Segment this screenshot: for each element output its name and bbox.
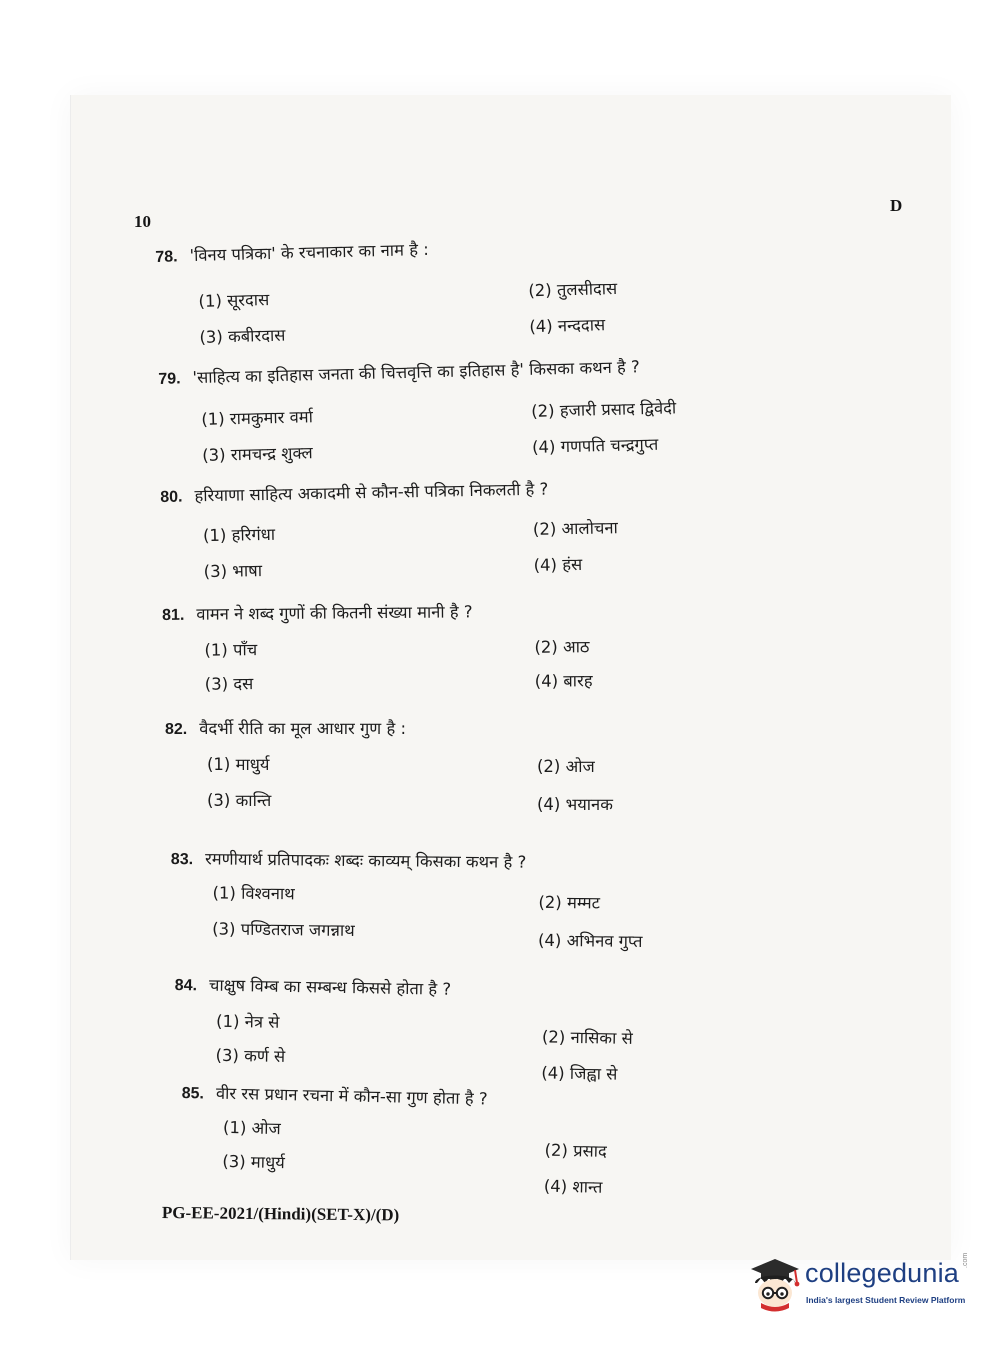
- question-number: 83.: [170, 850, 194, 869]
- question-text: वीर रस प्रधान रचना में कौन-सा गुण होता है ?: [215, 1083, 488, 1109]
- option-3: (3) कबीरदास: [199, 325, 286, 347]
- option-2: (2) आठ: [534, 637, 590, 657]
- option-1: (1) रामकुमार वर्मा: [201, 407, 314, 429]
- option-1: (1) ओज: [222, 1117, 281, 1139]
- question-text: रमणीयार्थ प्रतिपादकः शब्दः काव्यम् किसका कथन है ?: [205, 849, 527, 872]
- option-2: (2) आलोचना: [532, 518, 618, 539]
- option-4: (4) अभिनव गुप्त: [537, 930, 643, 951]
- question-text: 'साहित्य का इतिहास जनता की चित्तवृत्ति का इतिहास है' किसका कथन है ?: [192, 357, 641, 388]
- question-83: [170, 846, 811, 965]
- question-79: [158, 350, 801, 478]
- question-81: [162, 596, 803, 714]
- graduate-mascot-icon: [745, 1253, 805, 1313]
- option-4: (4) बारह: [534, 671, 593, 691]
- option-1: (1) विश्वनाथ: [212, 883, 295, 904]
- option-4: (4) हंस: [533, 554, 583, 575]
- exam-code: PG-EE-2021/(Hindi)(SET-X)/(D): [161, 1203, 400, 1225]
- option-4: (4) नन्ददास: [529, 315, 606, 337]
- question-text: 'विनय पत्रिका' के रचनाकार का नाम है :: [189, 239, 429, 266]
- option-3: (3) माधुर्य: [222, 1151, 285, 1173]
- brand-name: collegedunia: [805, 1258, 960, 1288]
- question-number: 80.: [160, 488, 183, 506]
- question-78: [155, 227, 798, 356]
- option-2: (2) हजारी प्रसाद द्विवेदी: [530, 398, 677, 421]
- question-stem: [175, 972, 452, 1000]
- option-4: (4) जिह्वा से: [541, 1063, 618, 1084]
- option-1: (1) हरिगंधा: [202, 524, 276, 546]
- question-82: [165, 716, 805, 828]
- collegedunia-logo: [745, 1253, 975, 1315]
- option-2: (2) ओज: [537, 757, 595, 776]
- question-number: 78.: [155, 248, 178, 266]
- question-number: 79.: [158, 370, 181, 388]
- option-2: (2) तुलसीदास: [528, 278, 618, 301]
- option-4: (4) भयानक: [537, 795, 613, 814]
- option-1: (1) नेत्र से: [215, 1011, 280, 1032]
- question-number: 84.: [174, 976, 198, 995]
- brand-tagline: India's largest Student Review Platform: [806, 1295, 966, 1305]
- option-3: (3) रामचन्द्र शुक्ल: [201, 443, 313, 465]
- option-3: (3) कान्ति: [207, 791, 272, 810]
- option-1: (1) माधुर्य: [207, 755, 270, 774]
- option-2: (2) प्रसाद: [544, 1140, 607, 1161]
- option-3: (3) भाषा: [203, 561, 263, 582]
- question-84: [173, 972, 815, 1095]
- option-3: (3) दस: [204, 674, 254, 694]
- option-1: (1) सूरदास: [198, 290, 270, 311]
- option-2: (2) मम्मट: [538, 892, 601, 913]
- option-4: (4) शान्त: [543, 1176, 603, 1197]
- set-letter: D: [890, 196, 903, 215]
- question-80: [160, 472, 802, 596]
- question-number: 85.: [181, 1084, 205, 1103]
- question-text: हरियाणा साहित्य अकादमी से कौन-सी पत्रिका निकलती है ?: [194, 479, 549, 506]
- question-stem: [165, 716, 406, 739]
- question-stem: [171, 846, 527, 873]
- question-text: चाक्षुष विम्ब का सम्बन्ध किससे होता है ?: [208, 975, 452, 999]
- option-2: (2) नासिका से: [541, 1027, 633, 1048]
- question-stem: [162, 599, 473, 625]
- option-3: (3) कर्ण से: [215, 1045, 286, 1066]
- question-number: 82.: [165, 721, 188, 738]
- brand-domain: .com: [962, 1252, 969, 1268]
- question-text: वैदर्भी रीति का मूल आधार गुण है :: [199, 719, 407, 738]
- question-number: 81.: [162, 606, 185, 624]
- question-85: [180, 1080, 822, 1205]
- option-3: (3) पण्डितराज जगन्नाथ: [212, 919, 355, 940]
- option-1: (1) पाँच: [204, 640, 258, 660]
- option-4: (4) गणपति चन्द्रगुप्त: [531, 434, 659, 457]
- page-number: 10: [134, 212, 151, 231]
- question-text: वामन ने शब्द गुणों की कितनी संख्या मानी है ?: [196, 602, 473, 624]
